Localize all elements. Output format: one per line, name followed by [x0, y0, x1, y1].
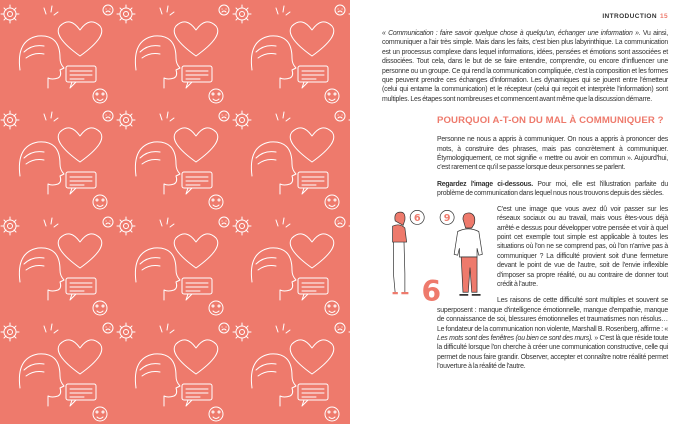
paragraph-4-text-b: » C'est là que réside toute la difficulté lorsque l'on cherche à créer une communication constructive, celle qui permet de nous faire grandir. Observer, accepter et connaître notre réalité permet l'ouverture à la réalité de l'autre. — [437, 334, 668, 371]
woman-bubble-number: 6 — [413, 212, 421, 224]
running-header — [602, 13, 668, 20]
section-heading: POURQUOI A-T-ON DU MAL À COMMUNIQUER ? — [437, 115, 664, 127]
woman-speech-bubble — [410, 210, 424, 224]
rosenberg-quote: Les mots sont des fenêtres (ou bien ce sont des murs). — [437, 334, 593, 342]
text-column — [382, 29, 668, 372]
section-label: INTRODUCTION — [602, 13, 657, 20]
intro-paragraph — [382, 29, 668, 104]
text-page — [350, 0, 700, 424]
intro-quote: « Communication : faire savoir quelque chose à quelqu'un, échanger une information ». — [382, 30, 641, 37]
paragraph-2-bold: Regardez l'image ci-dessous. — [437, 180, 533, 188]
woman-figure — [393, 212, 409, 293]
paragraph-1: Personne ne nous a appris à communiquer. On nous a appris à prononcer des mots, à construire des phrases, mais pas concrètement à communiquer. Étymologiquement, ce mot signifie « mettre ou avoir en commun ». Aujourd'hui, c'est rarement ce qu'il se passe lorsque deux personnes se parlent. — [437, 136, 668, 172]
paragraph-2-text: Pour moi, elle est l'illustration parfaite du problème de communication dans lequel nous nous trouvons depuis des siècles. — [437, 180, 668, 198]
paragraph-4-text-a: d'empathie, manque de connaissance de soi, blessures émotionnelles et traumatismes non résolus… Le fondateur de la communication non violente, Marshall B. Rosenberg, affirme : « — [437, 306, 668, 333]
intro-text: Vu ainsi, communiquer a l'air très simple. Mais dans les faits, c'est bien plus labyrinthique. La communication est un processus complexe dans lequel informations, idées, pensées et émotions sont associées et dissociées. Tout cela, dans le but de se faire entendre, comprendre, ou encore d'influencer une personne ou un groupe. Ce qui rend la communication compliquée, c'est la composition et les formes que peuvent prendre ces échanges d'information. Les dynamiques qui se jouent entre l'émetteur (celui qui entame la communication) et le récepteur (celui qui reçoit et interprète l'information) sont multiples. Les étapes sont nombreuses et commencent avant même que la discussion démarre. — [382, 30, 668, 103]
paragraph-2 — [437, 180, 668, 199]
man-bubble-number: 9 — [443, 212, 451, 224]
paragraph-3: C'est une image que vous avez dû voir passer sur les réseaux sociaux ou au travail, mais vous êtes-vous déjà arrêté·e dessus pour développer votre pensée et voir à quel point cet exemple tout simple est applicable à toutes les situations où l'on ne se comprend pas, où l'on n'arrive pas à communiquer ? La difficulté provient soit d'une fermeture devant le point de vue de l'autre, soit de l'envie inflexible d'imposer sa propre réalité, ou au contraire de donner tout crédit à l'autre. — [497, 205, 668, 288]
floor-number: 6 — [421, 274, 442, 302]
paragraph-4 — [437, 296, 668, 371]
man-figure — [454, 213, 482, 295]
man-speech-bubble — [440, 210, 454, 224]
paragraph-4-lead: Les raisons de cette difficulté sont multiples et souvent se superposent : manque d'intelligence émotionnelle, manque — [437, 297, 668, 314]
six-nine-illustration — [382, 205, 497, 303]
page-number: 15 — [659, 13, 668, 20]
